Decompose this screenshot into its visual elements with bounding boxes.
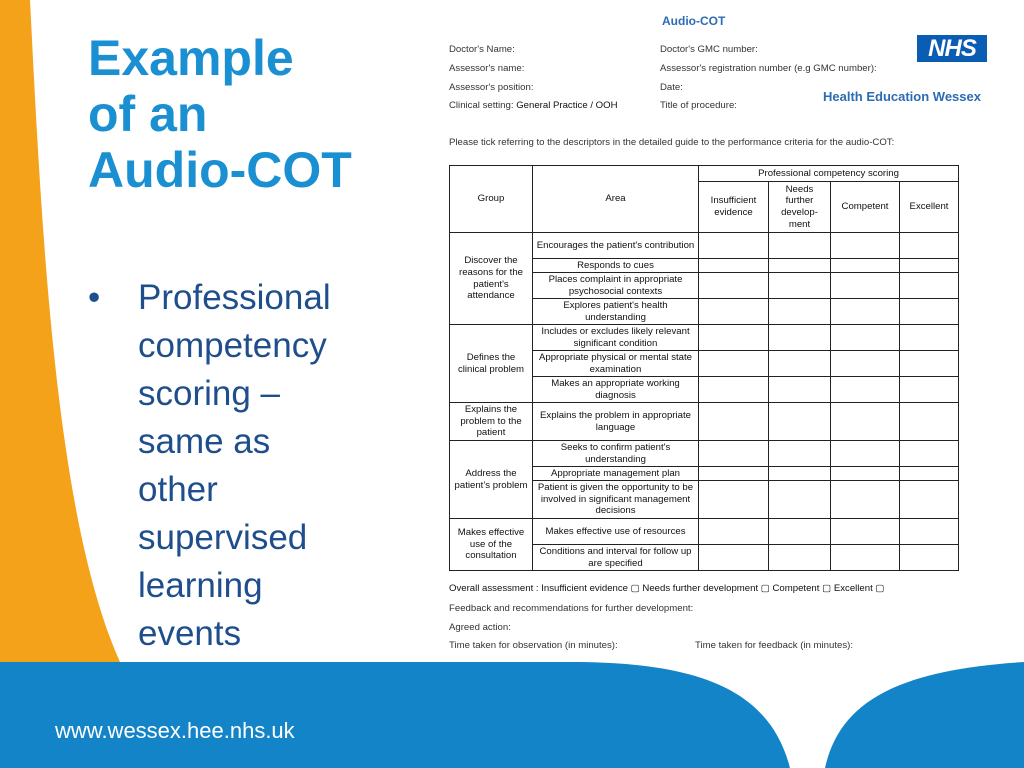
observation-time-field: Time taken for observation (in minutes):: [449, 640, 618, 651]
doctor-name-field: [449, 44, 515, 55]
score-header: Excellent: [900, 182, 959, 233]
score-checkbox[interactable]: [831, 481, 900, 519]
score-checkbox[interactable]: [831, 377, 900, 403]
agreed-action-field: Agreed action:: [449, 622, 511, 633]
bullet-line: events: [138, 614, 242, 653]
slide-title: [88, 30, 418, 198]
table-row: [450, 233, 959, 259]
bullet-line: other: [138, 470, 218, 509]
score-checkbox[interactable]: [831, 441, 900, 467]
score-checkbox[interactable]: [900, 441, 959, 467]
score-header: Competent: [831, 182, 900, 233]
bullet-icon: •: [88, 278, 101, 317]
score-checkbox[interactable]: [769, 259, 831, 273]
area-cell: Makes an appropriate working diagnosis: [533, 377, 699, 403]
score-checkbox[interactable]: [769, 545, 831, 571]
score-checkbox[interactable]: [900, 325, 959, 351]
score-checkbox[interactable]: [900, 481, 959, 519]
score-checkbox[interactable]: [900, 273, 959, 299]
area-cell: Conditions and interval for follow up are specified: [533, 545, 699, 571]
score-checkbox[interactable]: [831, 299, 900, 325]
procedure-title-field: Title of procedure:: [660, 100, 737, 111]
score-checkbox[interactable]: [769, 377, 831, 403]
footer-url[interactable]: www.wessex.hee.nhs.uk: [55, 718, 295, 743]
score-checkbox[interactable]: [900, 377, 959, 403]
area-cell: Appropriate physical or mental state examination: [533, 351, 699, 377]
overall-assessment: Overall assessment : Insufficient evidence ▢ Needs further development ▢ Competent ▢ Excellent ▢: [449, 583, 885, 594]
bullet-line: competency: [138, 326, 327, 365]
table-row: [450, 325, 959, 351]
score-checkbox[interactable]: [699, 545, 769, 571]
score-checkbox[interactable]: [900, 519, 959, 545]
score-checkbox[interactable]: [769, 299, 831, 325]
score-header: Needs further develop-ment: [769, 182, 831, 233]
score-checkbox[interactable]: [769, 481, 831, 519]
group-header: Group: [450, 166, 533, 233]
score-checkbox[interactable]: [900, 351, 959, 377]
table-row: [450, 441, 959, 467]
score-checkbox[interactable]: [699, 377, 769, 403]
score-header: Insufficient evidence: [699, 182, 769, 233]
area-cell: Responds to cues: [533, 259, 699, 273]
score-checkbox[interactable]: [769, 273, 831, 299]
score-checkbox[interactable]: [699, 273, 769, 299]
score-checkbox[interactable]: [699, 467, 769, 481]
score-checkbox[interactable]: [900, 259, 959, 273]
bullet-line: Professional: [138, 278, 331, 317]
area-cell: Includes or excludes likely relevant significant condition: [533, 325, 699, 351]
score-checkbox[interactable]: [900, 299, 959, 325]
form-title: Audio-COT: [662, 14, 726, 28]
assessor-position-field: [449, 82, 533, 93]
table-row: [450, 403, 959, 441]
score-checkbox[interactable]: [699, 441, 769, 467]
feedback-field: Feedback and recommendations for further development:: [449, 603, 694, 614]
score-checkbox[interactable]: [831, 233, 900, 259]
score-checkbox[interactable]: [831, 403, 900, 441]
score-checkbox[interactable]: [831, 545, 900, 571]
title-line: Audio-COT: [88, 142, 352, 198]
area-cell: Explains the problem in appropriate language: [533, 403, 699, 441]
group-cell: Makes effective use of the consultation: [450, 519, 533, 571]
score-checkbox[interactable]: [699, 325, 769, 351]
bullet-line: scoring –: [138, 374, 281, 413]
field-label: Doctor's Name:: [449, 44, 515, 55]
area-cell: Patient is given the opportunity to be involved in significant management decisions: [533, 481, 699, 519]
table-row: [450, 519, 959, 545]
score-checkbox[interactable]: [831, 273, 900, 299]
scoring-header: Professional competency scoring: [699, 166, 959, 182]
area-cell: Encourages the patient's contribution: [533, 233, 699, 259]
bullet-point: [88, 274, 388, 658]
group-cell: Address the patient’s problem: [450, 441, 533, 519]
score-checkbox[interactable]: [769, 233, 831, 259]
score-checkbox[interactable]: [699, 403, 769, 441]
clinical-setting-value: General Practice / OOH: [516, 100, 618, 111]
clinical-setting-field: [449, 100, 618, 111]
score-checkbox[interactable]: [769, 351, 831, 377]
group-cell: Discover the reasons for the patient's attendance: [450, 233, 533, 325]
group-cell: Defines the clinical problem: [450, 325, 533, 403]
group-cell: Explains the problem to the patient: [450, 403, 533, 441]
feedback-time-field: Time taken for feedback (in minutes):: [695, 640, 854, 651]
date-field: Date:: [660, 82, 683, 93]
nhs-logo: NHS: [917, 35, 987, 62]
bullet-text: [138, 274, 388, 658]
title-line: of an: [88, 86, 208, 142]
org-name: Health Education Wessex: [823, 89, 981, 104]
assessor-registration-field: Assessor's registration number (e.g GMC number):: [660, 63, 877, 74]
field-label: Clinical setting:: [449, 100, 514, 111]
score-checkbox[interactable]: [769, 467, 831, 481]
score-checkbox[interactable]: [831, 351, 900, 377]
area-cell: Seeks to confirm patient's understanding: [533, 441, 699, 467]
bullet-line: learning: [138, 566, 263, 605]
form-instruction: Please tick referring to the descriptors in the detailed guide to the performance criteria for the audio-COT:: [449, 137, 895, 148]
score-checkbox[interactable]: [699, 233, 769, 259]
area-cell: Appropriate management plan: [533, 467, 699, 481]
area-cell: Makes effective use of resources: [533, 519, 699, 545]
score-checkbox[interactable]: [769, 403, 831, 441]
table-header-row: [450, 166, 959, 182]
score-checkbox[interactable]: [900, 545, 959, 571]
assessor-name-field: [449, 63, 524, 74]
score-checkbox[interactable]: [699, 519, 769, 545]
bullet-line: same as: [138, 422, 271, 461]
area-cell: Places complaint in appropriate psychosocial contexts: [533, 273, 699, 299]
score-checkbox[interactable]: [831, 325, 900, 351]
competency-table: [449, 165, 959, 571]
score-checkbox[interactable]: [900, 403, 959, 441]
area-cell: Explores patient's health understanding: [533, 299, 699, 325]
score-checkbox[interactable]: [769, 325, 831, 351]
score-checkbox[interactable]: [699, 481, 769, 519]
score-checkbox[interactable]: [831, 467, 900, 481]
field-label: Assessor's position:: [449, 82, 534, 93]
field-label: Assessor's name:: [449, 63, 525, 74]
score-checkbox[interactable]: [699, 351, 769, 377]
score-checkbox[interactable]: [699, 299, 769, 325]
score-checkbox[interactable]: [769, 519, 831, 545]
gmc-number-field: Doctor's GMC number:: [660, 44, 758, 55]
bullet-line: supervised: [138, 518, 308, 557]
score-checkbox[interactable]: [699, 259, 769, 273]
score-checkbox[interactable]: [900, 233, 959, 259]
score-checkbox[interactable]: [831, 519, 900, 545]
title-line: Example: [88, 30, 294, 86]
score-checkbox[interactable]: [831, 259, 900, 273]
score-checkbox[interactable]: [769, 441, 831, 467]
area-header: Area: [533, 166, 699, 233]
score-checkbox[interactable]: [900, 467, 959, 481]
